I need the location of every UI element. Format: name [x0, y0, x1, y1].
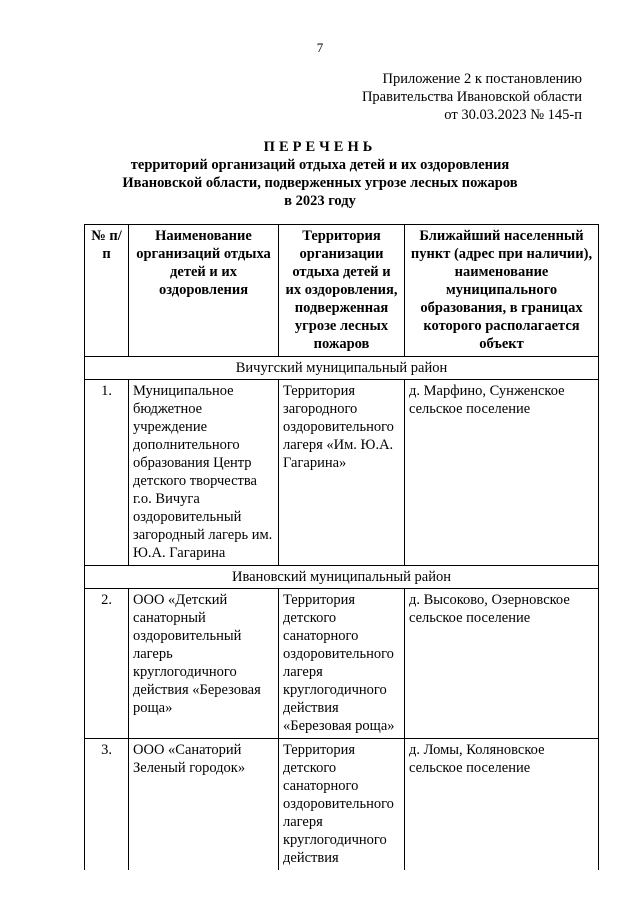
- row-territory: Территория детского санаторного оздоровительного лагеря круглогодичного действия «Березовая роща»: [279, 589, 405, 739]
- header-location: Ближайший населенный пункт (адрес при наличии), наименование муниципального образования, в границах которого располагается объект: [405, 225, 599, 357]
- header-organization: Наименование организаций отдыха детей и их оздоровления: [129, 225, 279, 357]
- row-location: д. Ломы, Коляновское сельское поселение: [405, 739, 599, 871]
- district-row: [85, 566, 599, 589]
- table-row: [85, 739, 599, 871]
- header-territory: Территория организации отдыха детей и их оздоровления, подверженная угрозе лесных пожаров: [279, 225, 405, 357]
- row-territory: Территория загородного оздоровительного лагеря «Им. Ю.А. Гагарина»: [279, 380, 405, 566]
- appendix-line-1: Приложение 2 к постановлению: [382, 71, 582, 87]
- district-name: Ивановский муниципальный район: [85, 566, 599, 589]
- row-num: 2.: [85, 589, 129, 739]
- row-location: д. Высоково, Озерновское сельское поселение: [405, 589, 599, 739]
- title-line-2: Ивановской области, подверженных угрозе лесных пожаров: [122, 175, 518, 191]
- title-heading: ПЕРЕЧЕНЬ: [263, 139, 377, 155]
- district-name: Вичугский муниципальный район: [85, 357, 599, 380]
- row-organization: Муниципальное бюджетное учреждение дополнительного образования Центр детского творчества г.о. Вичуга оздоровительный загородный лагерь им. Ю.А. Гагарина: [129, 380, 279, 566]
- title-line-3: в 2023 году: [284, 193, 356, 209]
- table-row: [85, 589, 599, 739]
- row-territory: Территория детского санаторного оздоровительного лагеря круглогодичного действия: [279, 739, 405, 871]
- row-location: д. Марфино, Сунженское сельское поселение: [405, 380, 599, 566]
- page-number: 7: [316, 40, 324, 55]
- title-line-1: территорий организаций отдыха детей и их оздоровления: [130, 157, 510, 173]
- row-organization: ООО «Детский санаторный оздоровительный лагерь круглогодичного действия «Березовая роща»: [129, 589, 279, 739]
- district-row: [85, 357, 599, 380]
- row-num: 3.: [85, 739, 129, 871]
- header-num: № п/п: [85, 225, 129, 357]
- row-num: 1.: [85, 380, 129, 566]
- territories-table: [84, 224, 599, 870]
- table-header-row: [85, 225, 599, 357]
- appendix-line-2: Правительства Ивановской области: [361, 89, 582, 105]
- table-row: [85, 380, 599, 566]
- row-organization: ООО «Санаторий Зеленый городок»: [129, 739, 279, 871]
- appendix-line-3: от 30.03.2023 № 145-п: [444, 107, 582, 123]
- appendix-note: [282, 70, 582, 124]
- document-title: [0, 138, 640, 210]
